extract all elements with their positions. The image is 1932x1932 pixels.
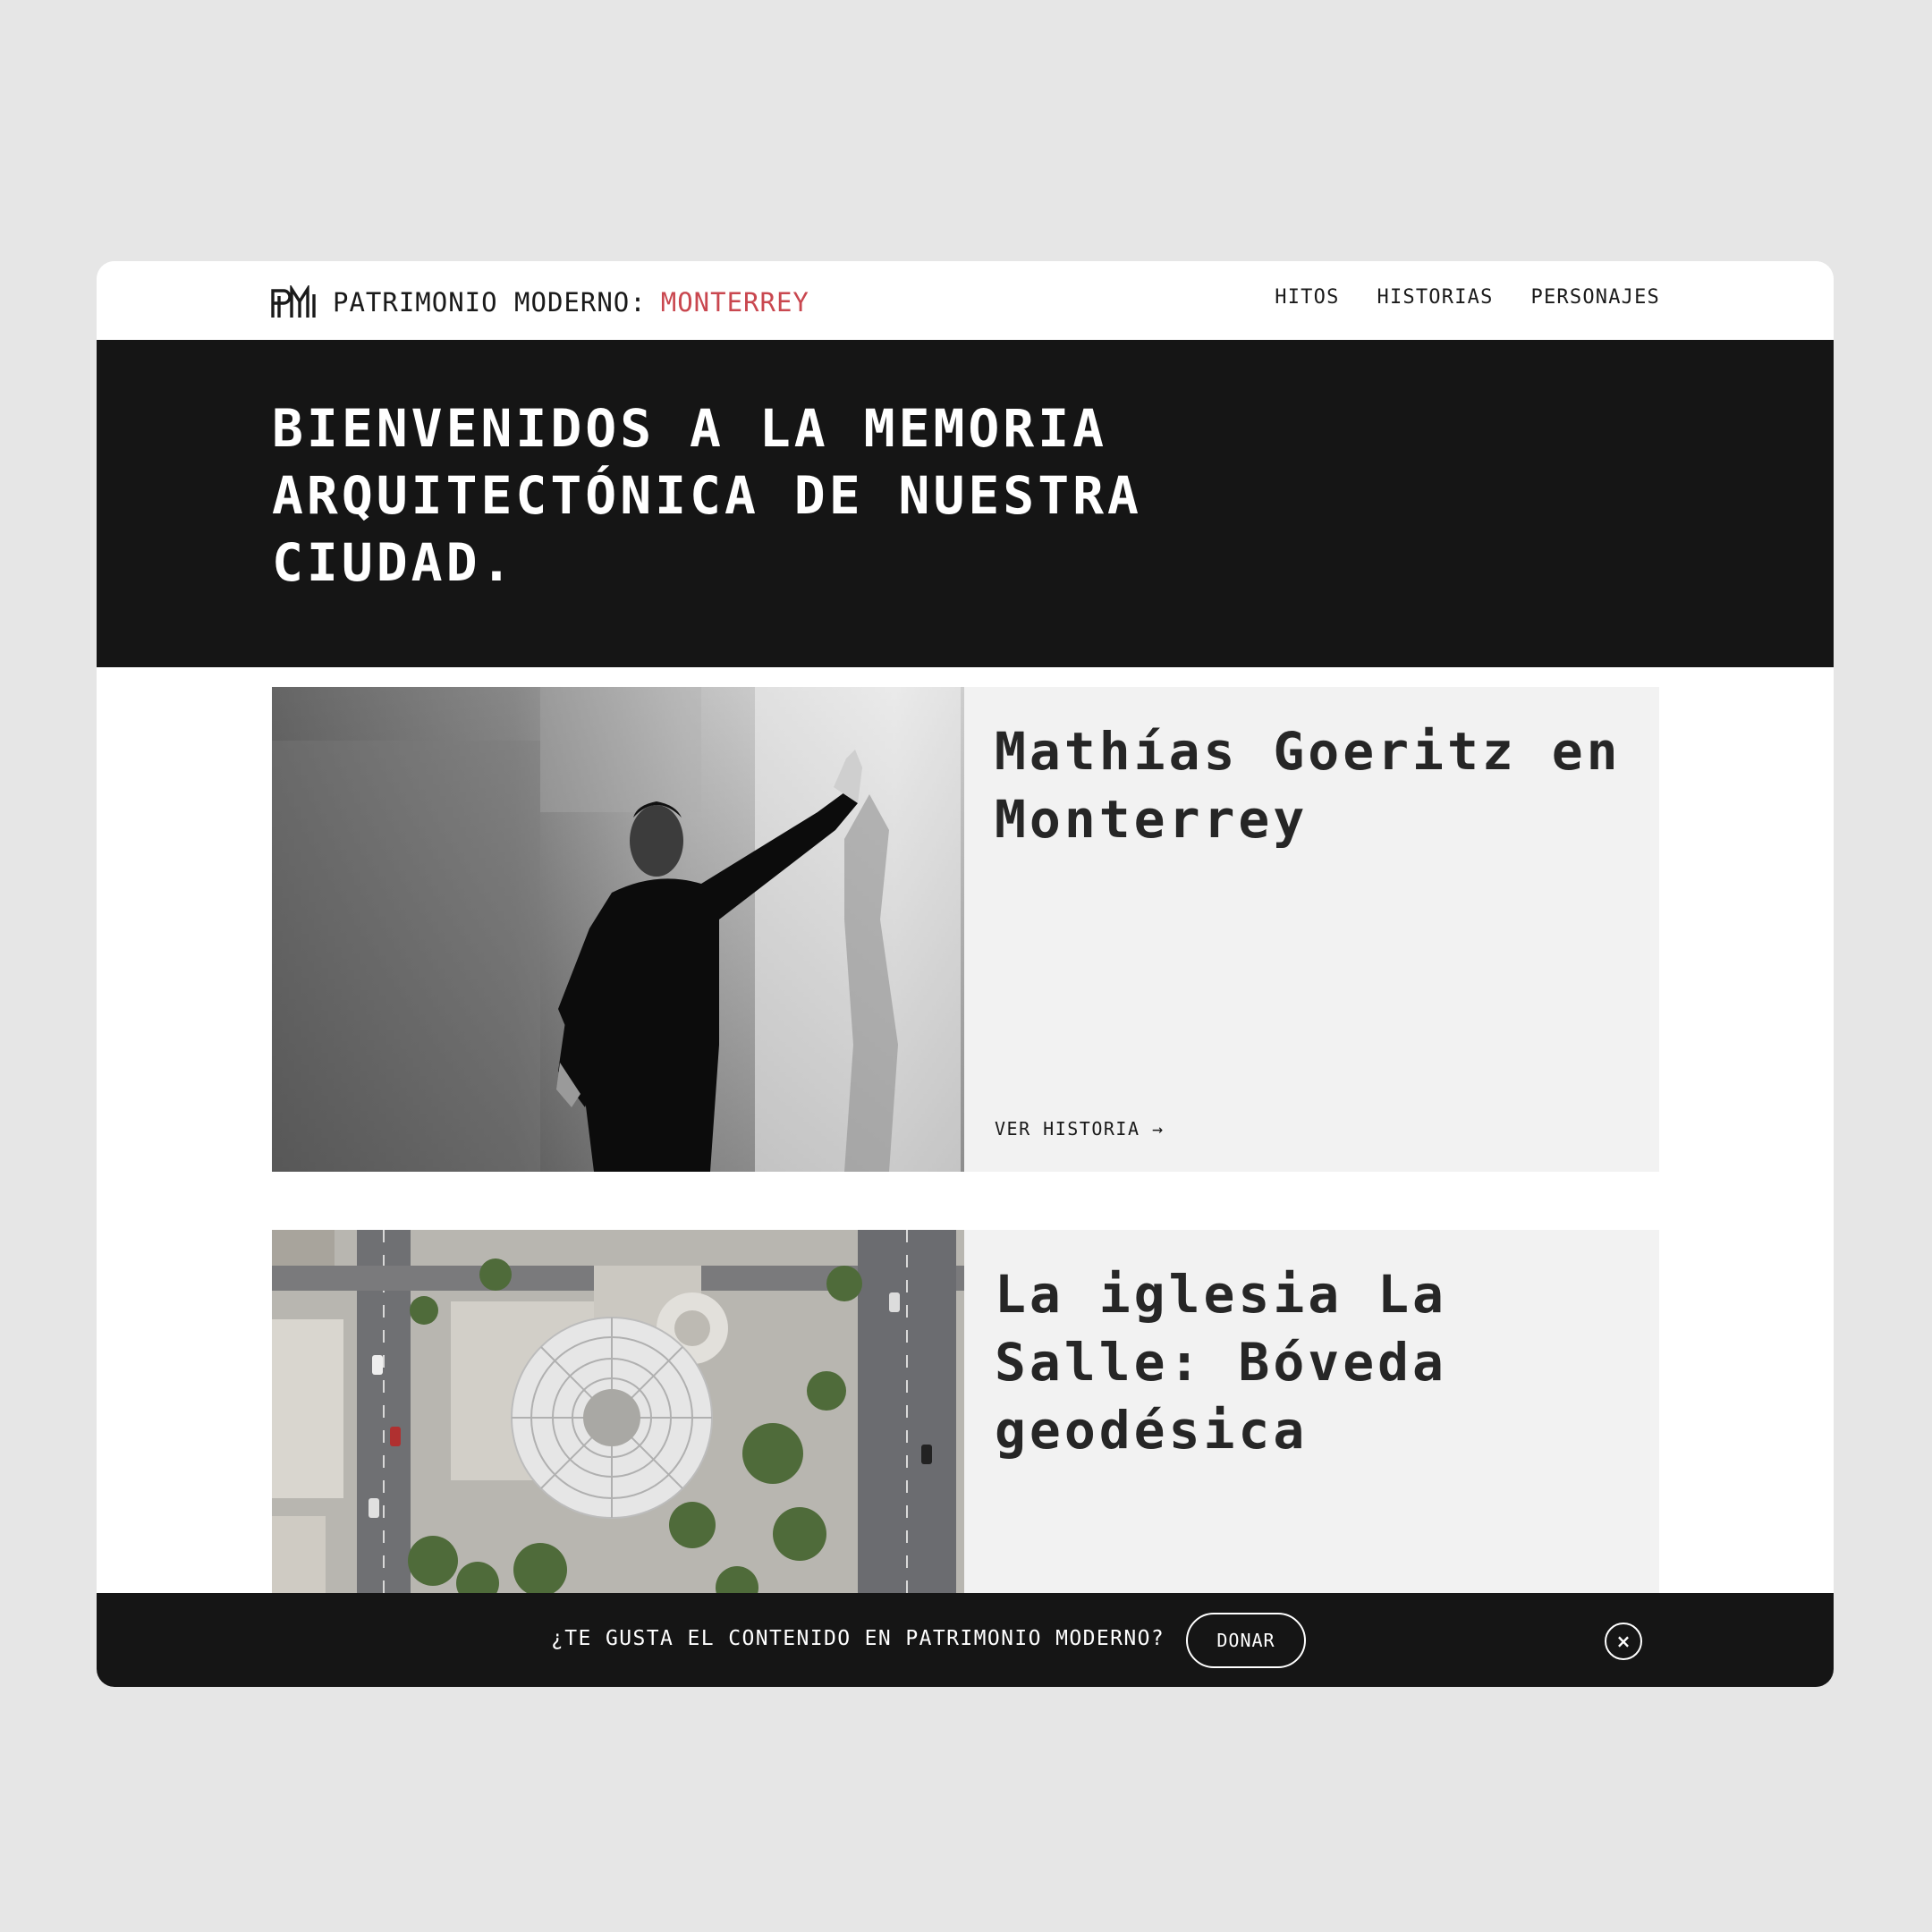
portrait-photo[interactable] bbox=[272, 687, 964, 1172]
brand[interactable] bbox=[270, 284, 809, 320]
hero-title: BIENVENIDOS A LA MEMORIA ARQUITECTÓNICA DE NUESTRA CIUDAD. bbox=[272, 398, 1142, 593]
close-icon[interactable]: × bbox=[1605, 1623, 1642, 1660]
top-navigation bbox=[97, 261, 1834, 340]
nav-item-personajes[interactable]: PERSONAJES bbox=[1530, 286, 1660, 309]
story-title[interactable]: La iglesia La Salle: Bóveda geodésica bbox=[995, 1264, 1447, 1461]
brand-city: MONTERREY bbox=[660, 287, 809, 318]
story-card-body bbox=[995, 687, 1623, 1172]
pm-monogram-icon bbox=[270, 285, 317, 319]
story-card-body bbox=[995, 1230, 1623, 1606]
aerial-photo[interactable] bbox=[272, 1230, 964, 1606]
hero-banner bbox=[97, 340, 1834, 667]
donation-message: ¿TE GUSTA EL CONTENIDO EN PATRIMONIO MODERNO? bbox=[551, 1627, 1165, 1650]
donate-button[interactable]: DONAR bbox=[1186, 1613, 1306, 1668]
view-story-link[interactable]: VER HISTORIA → bbox=[995, 1118, 1165, 1140]
brand-title: PATRIMONIO MODERNO: bbox=[333, 287, 647, 318]
story-card[interactable] bbox=[272, 687, 1659, 1172]
nav-item-hitos[interactable]: HITOS bbox=[1275, 286, 1340, 309]
main-nav bbox=[1275, 286, 1660, 309]
story-card[interactable] bbox=[272, 1230, 1659, 1606]
browser-window bbox=[97, 261, 1834, 1687]
donation-banner bbox=[97, 1593, 1834, 1687]
nav-item-historias[interactable]: HISTORIAS bbox=[1377, 286, 1494, 309]
story-title[interactable]: Mathías Goeritz en Monterrey bbox=[995, 721, 1622, 850]
